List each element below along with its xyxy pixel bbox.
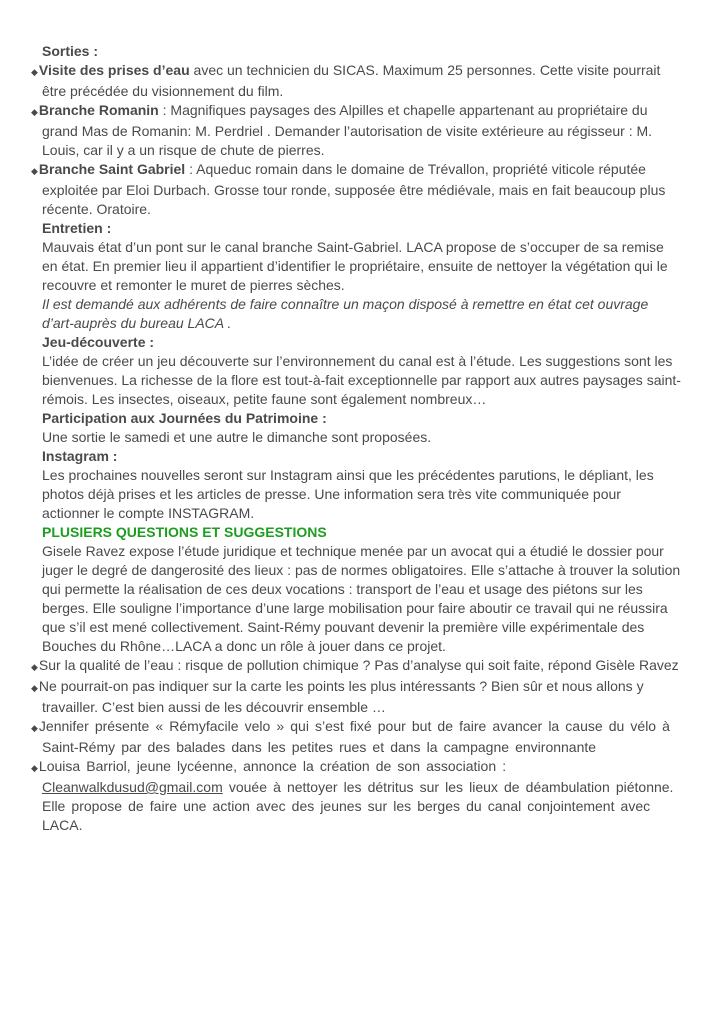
bullet-item-louisa-barriol — [31, 757, 682, 835]
bullet-text: : Aqueduc romain dans le domaine de Trévallon, propriété viticole réputée exploitée par Eloi Durbach. Grosse tour ronde, supposée être médiévale, mais en fait beaucoup plus récente. Oratoire. — [42, 161, 666, 217]
bullet-lead: Branche Romanin — [38, 102, 159, 118]
section-heading-instagram: Instagram : — [42, 448, 118, 464]
diamond-bullet-icon: ◆ — [31, 683, 39, 693]
diamond-bullet-icon: ◆ — [31, 662, 39, 672]
section-heading-jeu-decouverte: Jeu-découverte : — [42, 334, 155, 350]
bullet-text: Louisa Barriol, jeune lycéenne, annonce la création de son association : — [38, 758, 507, 774]
paragraph-instagram: Les prochaines nouvelles seront sur Instagram ainsi que les précédentes parutions, le dépliant, les photos déjà prises et les articles de presse. Une information sera très vite communiquée pour actionner le compte INSTAGRAM. — [42, 467, 654, 521]
section-heading-patrimoine: Participation aux Journées du Patrimoine : — [42, 410, 327, 426]
bullet-text: : Magnifiques paysages des Alpilles et chapelle appartenant au propriétaire du grand Mas de Romanin: M. Perdriel . Demander l’autorisation de visite extérieure au régisseur : M. Louis, car il y a un risque de chute de pierres. — [42, 102, 653, 158]
bullet-item-branche-saint-gabriel — [31, 160, 682, 219]
bullet-item-qualite-eau — [31, 656, 682, 677]
section-heading-questions-suggestions: PLUSIERS QUESTIONS ET SUGGESTIONS — [42, 524, 327, 540]
bullet-text: vouée à nettoyer les détritus sur les lieux de déambulation piétonne. Elle propose de faire une action avec des jeunes sur les berges du canal conjointement avec LACA. — [42, 779, 674, 833]
bullet-lead: Visite des prises d’eau — [38, 62, 190, 78]
bullet-text: Ne pourrait-on pas indiquer sur la carte les points les plus intéressants ? Bien sûr et nous allons y travailler. C’est bien aussi de les découvrir ensemble … — [38, 678, 644, 715]
paragraph-patrimoine: Une sortie le samedi et une autre le dimanche sont proposées. — [42, 429, 432, 445]
section-heading-entretien: Entretien : — [42, 220, 112, 236]
bullet-item-carte-points — [31, 677, 682, 717]
email-link[interactable]: Cleanwalkdusud@gmail.com — [42, 779, 223, 795]
bullet-text: avec un technicien du SICAS. Maximum 25 personnes. Cette visite pourrait être précédée du visionnement du film. — [42, 62, 661, 99]
diamond-bullet-icon: ◆ — [31, 67, 39, 77]
diamond-bullet-icon: ◆ — [31, 763, 39, 773]
bullet-item-visite — [31, 61, 682, 101]
paragraph-jeu-decouverte: L’idée de créer un jeu découverte sur l’environnement du canal est à l’étude. Les suggestions sont les bienvenues. La richesse de la flore est tout-à-fait exceptionnelle par rapport aux autres paysages saint-rémois. Les insectes, oiseaux, petite faune sont également nombreux… — [42, 353, 681, 407]
bullet-item-branche-romanin — [31, 101, 682, 160]
bullet-text: Jennifer présente « Rémyfacile velo » qui s’est fixé pour but de faire avancer la cause du vélo à Saint-Rémy par des balades dans les petites rues et dans la campagne environnante — [38, 718, 670, 755]
diamond-bullet-icon: ◆ — [31, 723, 39, 733]
paragraph-entretien-note: Il est demandé aux adhérents de faire connaître un maçon disposé à remettre en état cet ouvrage d’art-auprès du bureau LACA . — [42, 296, 649, 331]
bullet-item-remyfacile-velo — [31, 717, 682, 757]
paragraph-questions-intro: Gisele Ravez expose l’étude juridique et technique menée par un avocat qui a étudié le dossier pour juger le degré de dangerosité des lieux : pas de normes obligatoires. Elle s’attache à trouver la solution qui permette la réalisation de ces deux vocations : transport de l’eau et usage des piétons sur les berges. Elle souligne l’importance d’une large mobilisation pour faire aboutir ce travail qui ne réussira que s’il est mené collectivement. Saint-Rémy pouvant devenir la première ville expérimentale des Bouches du Rhône…LACA a donc un rôle à jouer dans ce projet. — [42, 543, 681, 654]
diamond-bullet-icon: ◆ — [31, 107, 39, 117]
paragraph-entretien: Mauvais état d’un pont sur le canal branche Saint-Gabriel. LACA propose de s’occuper de sa remise en état. En premier lieu il appartient d’identifier le propriétaire, ensuite de nettoyer la végétation qui le recouvre et remonter le muret de pierres sèches. — [42, 239, 668, 293]
section-heading-sorties: Sorties : — [42, 43, 99, 59]
bullet-text: Sur la qualité de l’eau : risque de pollution chimique ? Pas d’analyse qui soit faite, répond Gisèle Ravez — [38, 657, 679, 673]
diamond-bullet-icon: ◆ — [31, 166, 39, 176]
bullet-lead: Branche Saint Gabriel — [38, 161, 186, 177]
